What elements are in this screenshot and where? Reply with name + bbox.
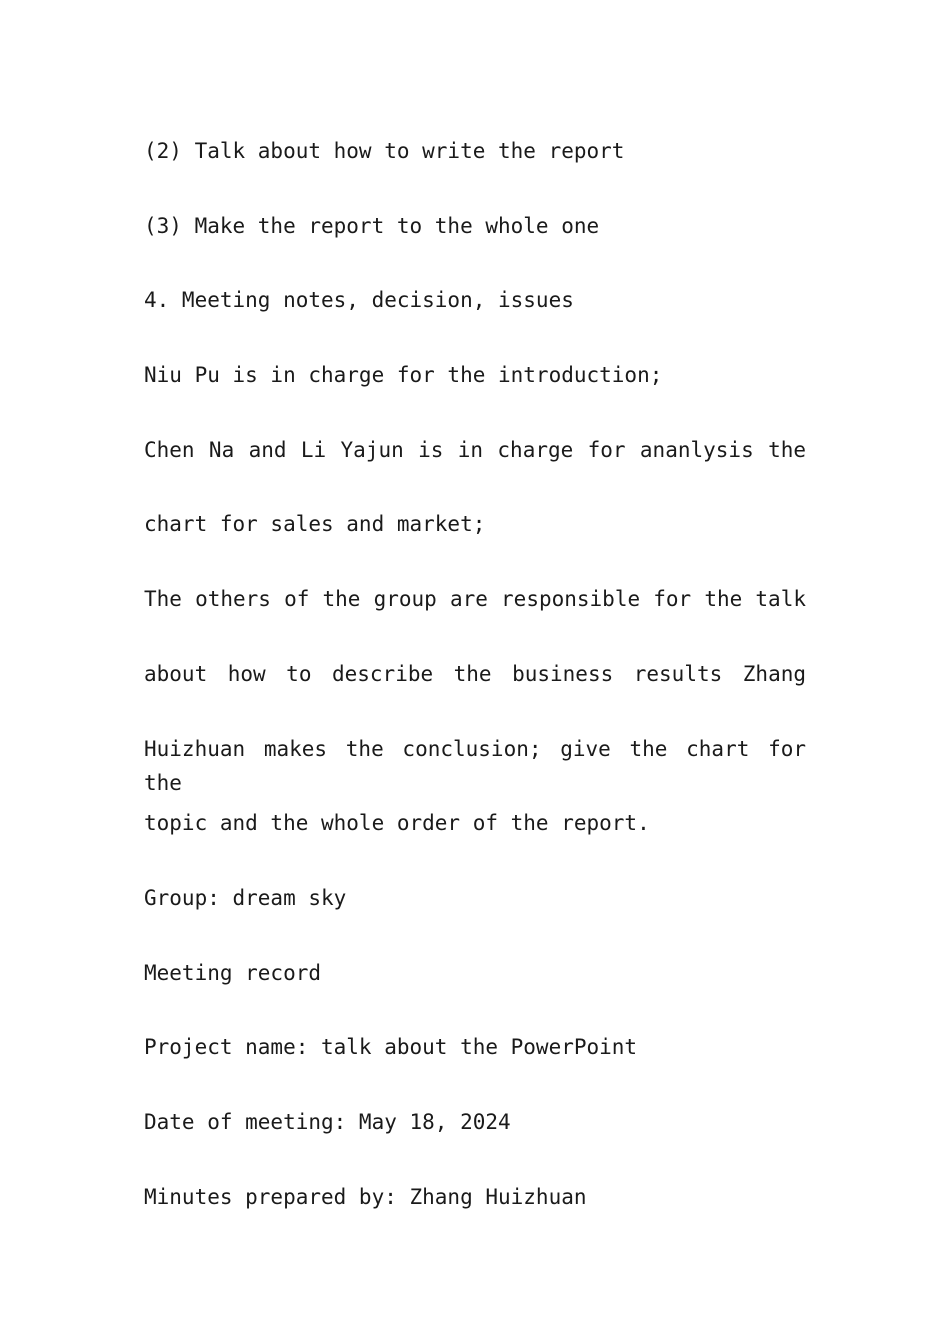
agenda-item-3: (3) Make the report to the whole one — [144, 213, 600, 238]
record-title: Meeting record — [144, 960, 322, 985]
note-line-conclusion-cont: topic and the whole order of the report. — [144, 811, 650, 836]
section-heading-meeting-notes: 4. Meeting notes, decision, issues — [144, 288, 574, 313]
project-name: Project name: talk about the PowerPoint — [144, 1035, 638, 1060]
note-line-others: The others of the group are responsible for the talk — [144, 587, 806, 612]
note-line-analysis: Chen Na and Li Yajun is in charge for ananlysis the — [144, 437, 806, 462]
note-line-analysis-cont: chart for sales and market; — [144, 512, 486, 537]
meeting-date: Date of meeting: May 18, 2024 — [144, 1109, 511, 1134]
group-name: Group: dream sky — [144, 885, 347, 910]
note-line-others-cont: about how to describe the business results Zhang — [144, 661, 806, 686]
minutes-preparer: Minutes prepared by: Zhang Huizhuan — [144, 1184, 587, 1209]
document-body — [144, 134, 806, 1254]
note-line-introduction: Niu Pu is in charge for the introduction; — [144, 363, 663, 388]
agenda-item-2: (2) Talk about how to write the report — [144, 139, 625, 163]
note-line-conclusion: Huizhuan makes the conclusion; give the chart for the — [144, 736, 806, 795]
